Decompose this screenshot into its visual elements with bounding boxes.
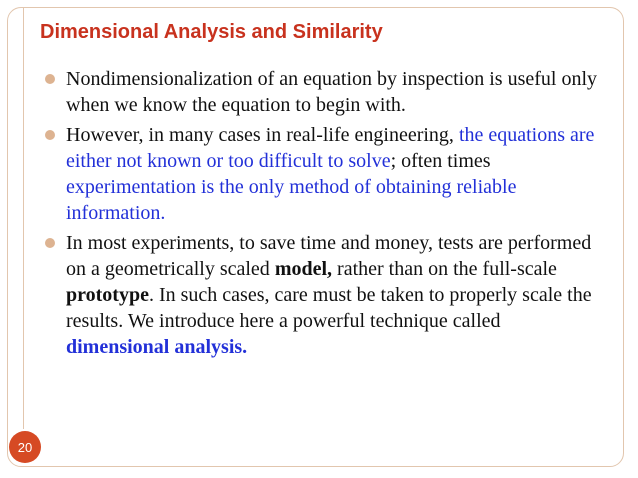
bullet-item [45,230,605,360]
left-rule [23,7,24,429]
bullet-dot-icon [45,74,55,84]
slide-title: Dimensional Analysis and Similarity [40,21,383,43]
highlighted-text-segment: experimentation is the only method of obtaining reliable information. [66,176,517,224]
bold-text-segment: prototype [66,284,149,306]
page-number-badge: 20 [9,431,41,463]
bullet-text-segment: However, in many cases in real-life engineering, [66,124,459,146]
bullet-text-segment: In most experiments, to save time and money, tests are performed on a geometrically scaled [66,232,592,280]
bullet-list [45,66,605,364]
bold-text-segment: model, [274,258,333,280]
bullet-dot-icon [45,238,55,248]
bullet-text-segment: . In such cases, care must be taken to properly scale the results. We introduce here a powerful technique called [66,284,592,332]
bullet-dot-icon [45,130,55,140]
bold-highlighted-text-segment: dimensional analysis. [66,336,248,358]
bullet-text-segment: Nondimensionalization of an equation by inspection is useful only when we know the equation to begin with. [66,68,598,116]
bullet-item [45,66,605,118]
bullet-text-segment: ; often times [390,150,491,172]
highlighted-text-segment: the equations are either not known or too difficult to solve [66,124,595,172]
bullet-item [45,122,605,226]
bullet-text-segment: rather than on the full-scale [332,258,557,280]
